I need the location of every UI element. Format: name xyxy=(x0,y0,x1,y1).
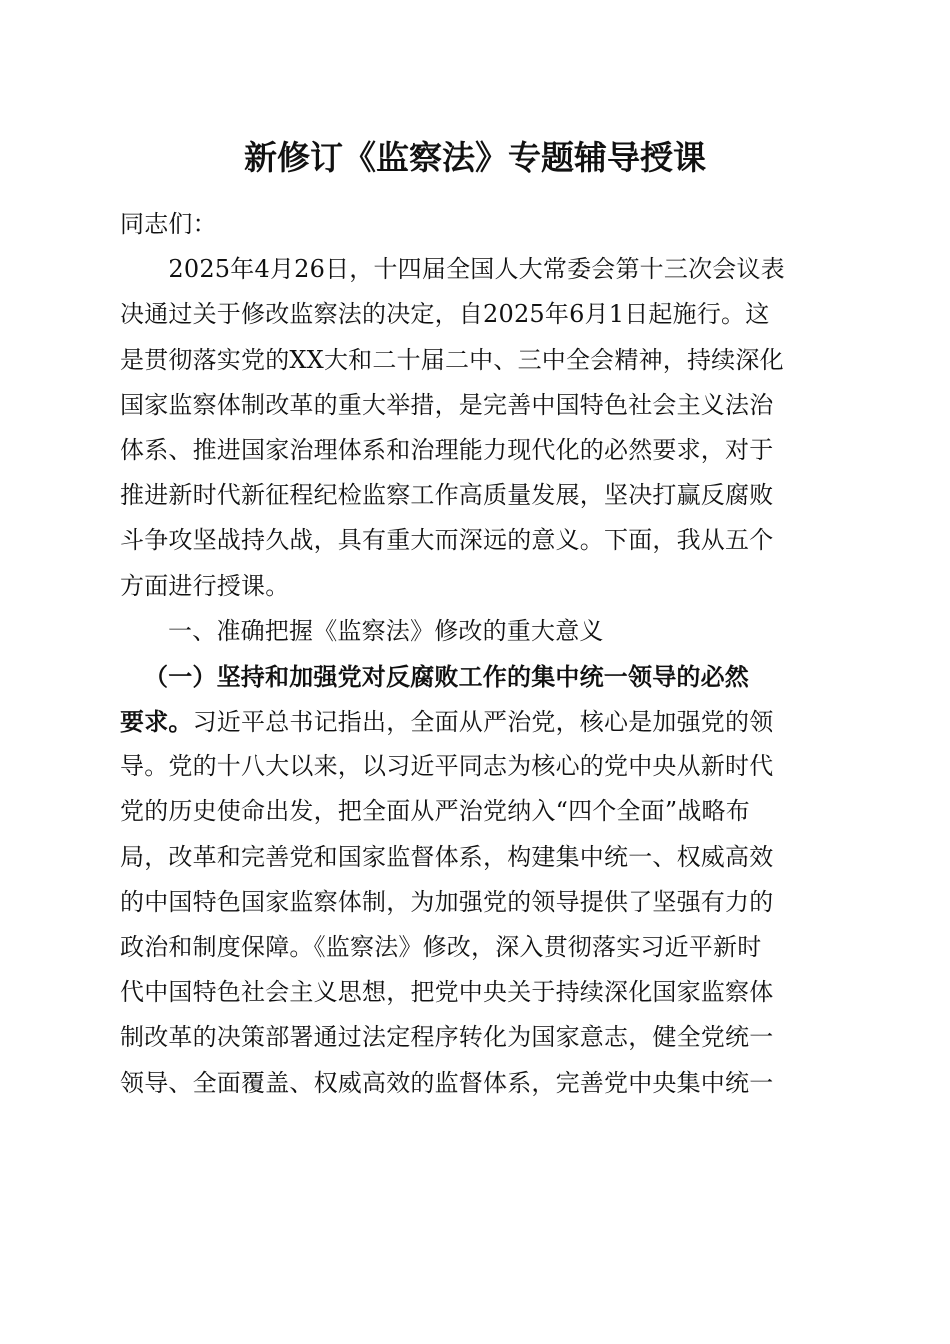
paragraph-line: 是贯彻落实党的XX大和二十届二中、三中全会精神，持续深化 xyxy=(120,345,784,374)
paragraph-line: 体系、推进国家治理体系和治理能力现代化的必然要求，对于 xyxy=(120,435,774,464)
subsection-lead xyxy=(120,654,825,699)
paragraph-text: 习近平总书记指出，全面从严治党，核心是加强党的领 xyxy=(192,708,774,737)
section-heading: 一、准确把握《监察法》修改的重大意义 xyxy=(168,616,604,645)
paragraph-line: 领导、全面覆盖、权威高效的监督体系，完善党中央集中统一 xyxy=(120,1068,774,1097)
intro-paragraph xyxy=(120,247,825,609)
paragraph-line: 的中国特色国家监察体制，为加强党的领导提供了坚强有力的 xyxy=(120,887,774,916)
paragraph-line: 斗争攻坚战持久战，具有重大而深远的意义。下面，我从五个 xyxy=(120,526,774,555)
document-body xyxy=(120,202,825,1106)
paragraph-line: 局，改革和完善党和国家监督体系，构建集中统一、权威高效 xyxy=(120,842,774,871)
paragraph-line: 政治和制度保障。《监察法》修改，深入贯彻落实习近平新时 xyxy=(120,933,762,961)
paragraph-line: 代中国特色社会主义思想，把党中央关于持续深化国家监察体 xyxy=(120,978,774,1007)
paragraph-line xyxy=(120,699,825,744)
paragraph-line: 决通过关于修改监察法的决定，自2025年6月1日起施行。这 xyxy=(120,300,770,329)
document-title: 新修订《监察法》专题辅导授课 xyxy=(244,138,706,177)
subsection-paragraph xyxy=(120,654,825,1106)
subsection-heading-text: 要求。 xyxy=(120,707,193,737)
paragraph-line: 导。党的十八大以来，以习近平同志为核心的党中央从新时代 xyxy=(120,752,774,781)
paragraph-line: 2025年4月26日，十四届全国人大常委会第十三次会议表 xyxy=(120,255,785,284)
paragraph-line: 方面进行授课。 xyxy=(120,571,290,600)
paragraph-line: 国家监察体制改革的重大举措，是完善中国特色社会主义法治 xyxy=(120,390,774,419)
paragraph-line: 党的历史使命出发，把全面从严治党纳入“四个全面”战略布 xyxy=(120,797,750,826)
paragraph-line: 制改革的决策部署通过法定程序转化为国家意志，健全党统一 xyxy=(120,1023,774,1052)
salutation: 同志们： xyxy=(120,210,217,238)
paragraph-line: 推进新时代新征程纪检监察工作高质量发展，坚决打赢反腐败 xyxy=(120,481,774,510)
subsection-heading-text: （一）坚持和加强党对反腐败工作的集中统一领导的必然 xyxy=(144,661,749,691)
